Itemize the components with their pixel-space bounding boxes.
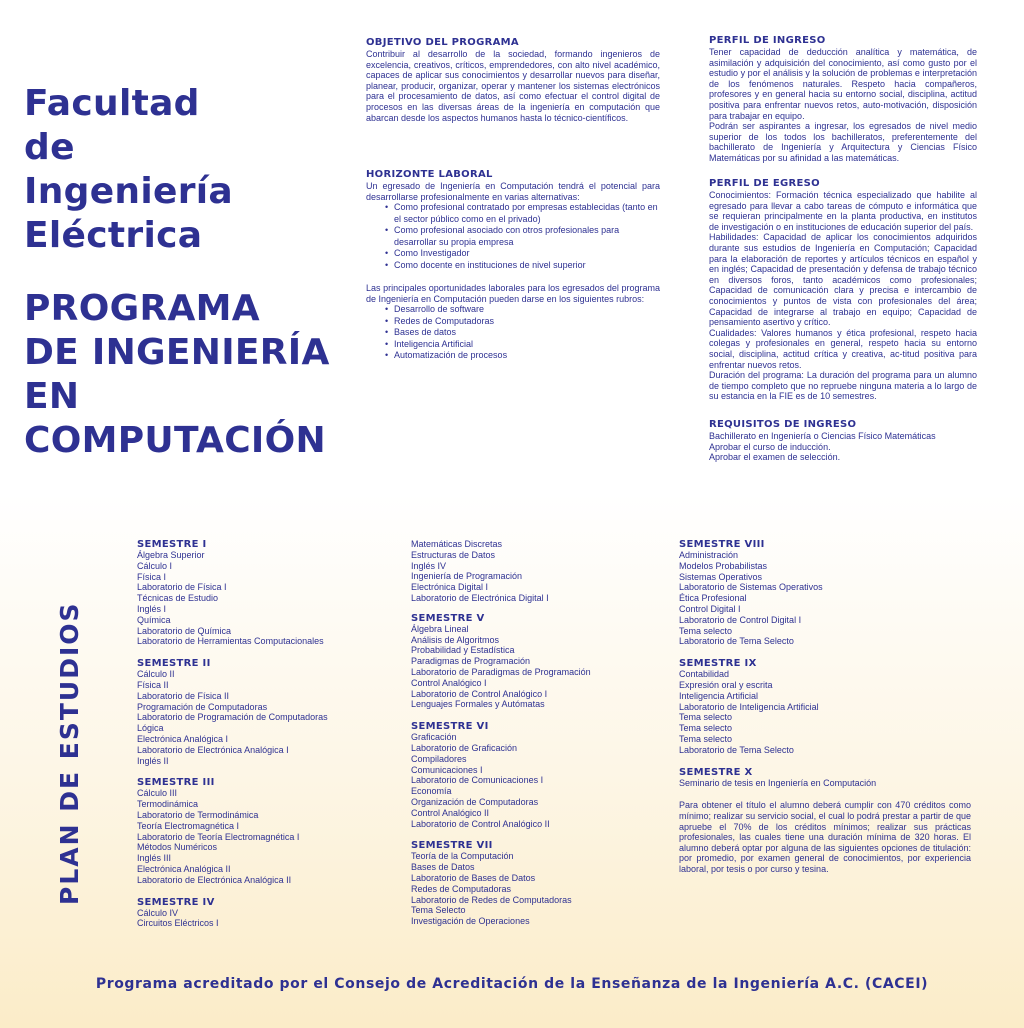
course-item: Seminario de tesis en Ingeniería en Computación — [679, 777, 877, 788]
course-list — [679, 778, 971, 789]
list-item: • Redes de Computadoras — [386, 316, 660, 328]
course-item: Sistemas Operativos — [679, 571, 763, 582]
course-item: Programación de Computadoras — [137, 701, 268, 712]
requisitos-heading: REQUISITOS DE INGRESO — [709, 419, 857, 430]
course-item: Contabilidad — [679, 669, 730, 680]
course-item: Termodinámica — [137, 799, 199, 810]
course-item: Laboratorio de Graficación — [411, 742, 518, 753]
horizonte-heading: HORIZONTE LABORAL — [366, 169, 493, 180]
course-item: Laboratorio de Tema Selecto — [679, 744, 794, 755]
course-item: Física II — [137, 679, 169, 690]
semester-title: SEMESTRE V — [411, 612, 485, 624]
course-list — [137, 550, 387, 647]
course-item: Laboratorio de Teoría Electromagnética I — [137, 831, 300, 842]
course-item: Electrónica Analógica I — [137, 733, 229, 744]
accreditation-footer: Programa acreditado por el Consejo de Acreditación de la Enseñanza de la Ingeniería A.C. (CACEI) — [95, 976, 929, 992]
course-item: Control Analógico I — [411, 677, 487, 688]
semester-title: SEMESTRE IX — [679, 658, 757, 670]
course-item: Tema selecto — [679, 625, 733, 636]
paragraph: Duración del programa: La duración del programa para un alumno de tiempo completo que no repruebe ninguna materia a lo largo de su estancia en la FIE es de 10 semestres. — [709, 370, 977, 402]
course-item: Expresión oral y escrita — [679, 679, 773, 690]
list-item: • Automatización de procesos — [386, 350, 660, 362]
course-item: Inglés I — [137, 603, 167, 614]
course-list — [137, 788, 387, 885]
perfil-egreso-section — [709, 178, 977, 402]
course-item: Métodos Numéricos — [137, 842, 218, 853]
course-item: Modelos Probabilistas — [679, 560, 768, 571]
course-item: Laboratorio de Termodinámica — [137, 809, 259, 820]
semester-title: SEMESTRE X — [679, 766, 753, 778]
requisitos-text — [709, 431, 977, 463]
semester-title: SEMESTRE VIII — [679, 539, 765, 550]
faculty-title-line: Eléctrica — [24, 215, 203, 256]
course-item: Paradigmas de Programación — [411, 656, 531, 667]
course-item: Laboratorio de Redes de Computadoras — [411, 894, 572, 905]
perfil-egreso-text — [709, 190, 977, 402]
course-item: Comunicaciones I — [411, 764, 483, 775]
list-item: • Desarrollo de software — [386, 304, 660, 316]
plan-column-2 — [411, 539, 661, 927]
course-item: Tema selecto — [679, 712, 733, 723]
paragraph: Cualidades: Valores humanos y ética profesional, respeto hacia colegas y profesionales en general, respeto hacia su entorno social, disciplina, actitud crítica y creativa, ac-titud positiva para enfrentar nuevos retos. — [709, 327, 977, 370]
course-item: Cálculo III — [137, 788, 178, 799]
plan-title: PLAN DE ESTUDIOS — [55, 601, 84, 905]
semester-title: SEMESTRE II — [137, 658, 211, 670]
course-item: Técnicas de Estudio — [137, 593, 219, 604]
course-list — [679, 669, 971, 755]
course-item: Control Analógico II — [411, 807, 490, 818]
course-item: Laboratorio de Electrónica Analógica II — [137, 874, 292, 885]
course-item: Laboratorio de Física I — [137, 582, 227, 593]
course-item: Laboratorio de Física II — [137, 690, 230, 701]
course-item: Física I — [137, 571, 167, 582]
program-title-line: COMPUTACIÓN — [24, 420, 326, 461]
course-item: Laboratorio de Control Digital I — [679, 614, 802, 625]
course-item: Electrónica Digital I — [411, 582, 489, 593]
course-item: Ética Profesional — [679, 593, 747, 604]
course-list — [411, 624, 661, 710]
course-item: Laboratorio de Control Analógico II — [411, 818, 550, 829]
course-item: Química — [137, 614, 171, 625]
course-item: Matemáticas Discretas — [411, 539, 503, 549]
perfil-ingreso-text — [709, 47, 977, 164]
faculty-title-line: de — [24, 127, 75, 168]
course-item: Cálculo II — [137, 669, 175, 680]
course-item: Laboratorio de Bases de Datos — [411, 872, 536, 883]
horizonte-section — [366, 169, 660, 362]
list-item: • Inteligencia Artificial — [386, 339, 660, 351]
course-item: Laboratorio de Control Analógico I — [411, 688, 548, 699]
objetivo-section — [366, 37, 660, 123]
paragraph: Conocimientos: Formación técnica especializado que habilite al egresado para llevar a cabo tareas de cómputo e informática que se requieran principalmente en la planta productiva, en institutos de investigación o en instituciones de educación superior del país. — [709, 190, 977, 232]
course-item: Economía — [411, 786, 452, 797]
plan-column-1 — [137, 539, 387, 929]
paragraph: Tener capacidad de deducción analítica y matemática, de asimilación y adquisición del conocimiento, así como gusto por el estudio y por el análisis y la solución de problemas e interpretación de los fenómenos naturales. Respeto hacia compañeros, profesores y en general hacia su entorno social, disciplina, actitud positiva para enfrentar nuevos retos, auto-motivación, disposición para trabajar en equipo. — [709, 47, 977, 121]
course-item: Lenguajes Formales y Autómatas — [411, 699, 545, 710]
plan-column-3 — [679, 539, 971, 875]
semester-title: SEMESTRE VI — [411, 721, 489, 733]
course-item: Análisis de Algoritmos — [411, 634, 500, 645]
course-item: Redes de Computadoras — [411, 883, 512, 894]
course-item: Laboratorio de Electrónica Digital I — [411, 592, 549, 603]
requisitos-section — [709, 419, 977, 463]
program-title-line: PROGRAMA — [24, 288, 260, 329]
horizonte-list2 — [366, 304, 660, 362]
list-item: • Como profesional contratado por empresas establecidas (tanto en el sector público como en el privado) — [386, 202, 660, 225]
titulacion-text: Para obtener el título el alumno deberá cumplir con 470 créditos como mínimo; realizar su servicio social, el cual lo podrá prestar a partir de que apruebe el 70% de los créditos mínimos; realizar sus prácticas profesionales, las cuales tiene una duración mínima de 320 horas. El alumno deberá optar por alguna de las siguientes opciones de titulación: por promedio, por examen general de conocimientos, por experiencia laboral, por tesis o por curso y tesina. — [679, 800, 971, 874]
course-item: Circuitos Eléctricos I — [137, 918, 219, 929]
course-item: Electrónica Analógica II — [137, 863, 231, 874]
course-item: Tema selecto — [679, 733, 733, 744]
list-item: • Como Investigador — [386, 248, 660, 260]
list-item: • Bases de datos — [386, 327, 660, 339]
program-title-line: EN — [24, 376, 80, 417]
course-item: Probabilidad y Estadística — [411, 645, 515, 656]
course-list — [137, 669, 387, 766]
course-item: Laboratorio de Herramientas Computacionales — [137, 636, 324, 647]
paragraph: Podrán ser aspirantes a ingresar, los egresados de nivel medio superior de los todos los bachilleratos, preferentemente del bachillerato de Ingeniería y Arquitectura y Ciencias Físico Matemáticas por su afinidad a las matemáticas. — [709, 121, 977, 163]
course-item: Laboratorio de Electrónica Analógica I — [137, 744, 289, 755]
course-item: Álgebra Lineal — [411, 623, 469, 634]
paragraph: Bachillerato en Ingeniería o Ciencias Físico Matemáticas — [709, 431, 936, 441]
course-item: Laboratorio de Comunicaciones I — [411, 775, 544, 786]
course-item: Lógica — [137, 723, 164, 734]
course-item: Inglés III — [137, 853, 172, 864]
course-item: Laboratorio de Paradigmas de Programación — [411, 666, 591, 677]
semester-title: SEMESTRE I — [137, 539, 207, 550]
course-item: Tema Selecto — [411, 905, 466, 916]
perfil-ingreso-section — [709, 35, 977, 164]
paragraph: Habilidades: Capacidad de aplicar los conocimientos adquiridos durante sus estudios de Ingeniería en Computación; Capacidad para la elaboración de reportes y artículos técnicos en español y en inglés; Capacidad de presentación y defensa de trabajo técnico en diversos foros, tanto académicos como profesionales; Capacidad de comunicación clara y precisa e intercambio de conocimientos y puntos de vista con profesionales del área; Capacidad de integrarse al trabajo en equipo; Capacidad de pensamiento asertivo y crítico. — [709, 232, 977, 328]
course-list — [411, 539, 661, 604]
objetivo-heading: OBJETIVO DEL PROGRAMA — [366, 37, 519, 48]
course-item: Laboratorio de Química — [137, 625, 232, 636]
course-item: Inteligencia Artificial — [679, 690, 759, 701]
course-item: Inglés IV — [411, 560, 447, 571]
program-title — [24, 287, 354, 463]
horizonte-list — [366, 202, 660, 271]
course-list — [411, 732, 661, 829]
horizonte-intro: Un egresado de Ingeniería en Computación tendrá el potencial para desarrollarse profesionalmente en varias alternativas: — [366, 181, 660, 202]
course-item: Ingeniería de Programación — [411, 571, 523, 582]
course-item: Cálculo I — [137, 560, 173, 571]
course-item: Laboratorio de Sistemas Operativos — [679, 582, 823, 593]
course-item: Cálculo IV — [137, 907, 179, 918]
course-item: Teoría Electromagnética I — [137, 820, 240, 831]
course-item: Inglés II — [137, 755, 169, 766]
perfil-ingreso-heading: PERFIL DE INGRESO — [709, 35, 826, 46]
course-item: Control Digital I — [679, 603, 741, 614]
course-item: Laboratorio de Programación de Computadoras — [137, 712, 328, 723]
course-item: Teoría de la Computación — [411, 851, 514, 862]
course-item: Graficación — [411, 732, 457, 743]
faculty-title-line: Facultad — [24, 83, 200, 124]
semester-title: SEMESTRE IV — [137, 896, 215, 908]
paragraph: Aprobar el examen de selección. — [709, 452, 841, 463]
course-item: Estructuras de Datos — [411, 549, 496, 560]
course-item: Laboratorio de Inteligencia Artificial — [679, 701, 819, 712]
course-item: Organización de Computadoras — [411, 796, 539, 807]
faculty-title-line: Ingeniería — [24, 171, 233, 212]
horizonte-intro2: Las principales oportunidades laborales para los egresados del programa de Ingeniería en Computación pueden darse en los siguientes rubros: — [366, 283, 660, 304]
list-item: • Como profesional asociado con otros profesionales para desarrollar su propia empresa — [386, 225, 660, 248]
course-item: Bases de Datos — [411, 862, 475, 873]
course-list — [411, 851, 661, 927]
course-item: Administración — [679, 550, 739, 560]
course-item: Álgebra Superior — [137, 550, 205, 560]
course-item: Investigación de Operaciones — [411, 916, 530, 927]
program-title-line: DE INGENIERÍA — [24, 332, 330, 373]
course-list — [137, 908, 387, 930]
faculty-title — [24, 82, 344, 258]
paragraph: Aprobar el curso de inducción. — [709, 441, 831, 452]
course-item: Tema selecto — [679, 723, 733, 734]
list-item: • Como docente en instituciones de nivel superior — [386, 260, 660, 272]
perfil-egreso-heading: PERFIL DE EGRESO — [709, 178, 820, 189]
course-list — [679, 550, 971, 647]
course-item: Laboratorio de Tema Selecto — [679, 636, 794, 647]
objetivo-text: Contribuir al desarrollo de la sociedad, formando ingenieros de excelencia, creativos, críticos, emprendedores, con alto nivel académico, capaces de aplicar sus conocimientos y desarrollar nuevos para diseñar, planear, producir, organizar, operar y mantener los sistemas electrónicos para el procesamiento de datos, así como efectuar el control digital de procesos en las diversas áreas de la ingeniería en computación que abarcan desde los aspectos humanos hasta lo técnico-científicos. — [366, 49, 660, 123]
semester-title: SEMESTRE VII — [411, 840, 493, 852]
semester-title: SEMESTRE III — [137, 777, 215, 789]
course-item: Compiladores — [411, 753, 467, 764]
